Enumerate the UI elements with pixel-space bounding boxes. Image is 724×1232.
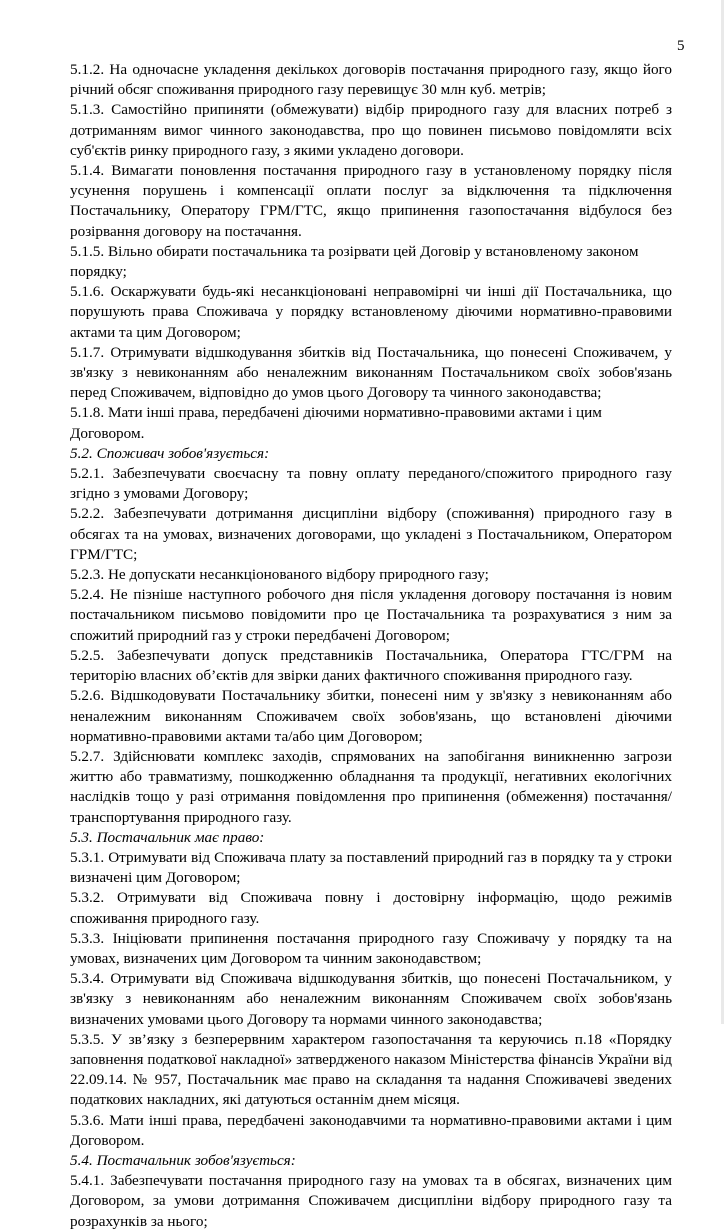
clause-5-1-8: 5.1.8. Мати інші права, передбачені діючими нормативно-правовими актами і цим Договором. — [70, 404, 602, 442]
section-heading-5-2: 5.2. Споживач зобов'язується: — [70, 444, 270, 462]
clause-5-1-3: 5.1.3. Самостійно припиняти (обмежувати) відбір природного газу для власних потреб з дотриманням вимог чинного законодавства, про що повинен письмово повідомляти всіх суб'єктів ринку природного газу, з якими укладено договори. — [70, 101, 672, 159]
page-number: 5 — [677, 38, 685, 54]
clause-5-3-5: 5.3.5. У зв’язку з безперервним характером газопостачання та керуючись п.18 «Порядку заповнення податкової накладної» затвердженого наказом Міністерства фінансів України від 22.09.14. № 957, Постачальник має право на складання та надання Споживачеві зведених податкових накладних, які датуються останнім днем місяця. — [70, 1030, 672, 1109]
clause-5-2-5: 5.2.5. Забезпечувати допуск представників Постачальника, Оператора ГТС/ГРМ на територію власних об’єктів для звірки даних фактичного споживання природного газу. — [70, 646, 672, 685]
clause-5-3-1: 5.3.1. Отримувати від Споживача плату за поставлений природний газ в порядку та у строки визначені цим Договором; — [70, 848, 672, 887]
clause-5-1-5: 5.1.5. Вільно обирати постачальника та розірвати цей Договір у встановленому законом порядку; — [70, 242, 639, 281]
clause-5-2-3: 5.2.3. Не допускати несанкціонованого відбору природного газу; — [70, 566, 489, 584]
document-body — [70, 60, 672, 1232]
clause-5-2-7: 5.2.7. Здійснювати комплекс заходів, спрямованих на запобігання виникненню загрози життю або травматизму, пошкодженню обладнання та продукції, негативних екологічних наслідків тощо у разі отримання повідомлення про припинення (обмеження) постачання/транспортування природного газу. — [70, 747, 672, 826]
clause-5-2-6: 5.2.6. Відшкодовувати Постачальнику збитки, понесені ним у зв'язку з невиконанням або неналежним виконанням Споживачем своїх зобов'язань, що встановлені діючими нормативно-правовими актами та/або цим Договором; — [70, 687, 672, 745]
section-heading-5-4: 5.4. Постачальник зобов'язується: — [70, 1151, 296, 1169]
clause-5-3-4: 5.3.4. Отримувати від Споживача відшкодування збитків, що понесені Постачальником, у зв'язку з невиконанням або неналежним виконанням Споживачем своїх зобов'язань визначених умовами цього Договору та нормами чинного законодавства; — [70, 970, 672, 1028]
clause-5-4-1: 5.4.1. Забезпечувати постачання природного газу на умовах та в обсягах, визначених цим Договором, за умови дотримання Споживачем дисципліни відбору природного газу та розрахунків за нього; — [70, 1172, 672, 1230]
clause-5-1-4: 5.1.4. Вимагати поновлення постачання природного газу в установленому порядку після усунення порушень і компенсації оплати послуг за відключення та підключення Постачальнику, Оператору ГРМ/ГТС, якщо припинення газопостачання відбулося без розірвання договору на постачання. — [70, 162, 672, 240]
clause-5-3-6: 5.3.6. Мати інші права, передбачені законодавчими та нормативно-правовими актами і цим Договором. — [70, 1111, 672, 1149]
clause-5-2-1: 5.2.1. Забезпечувати своєчасну та повну оплату переданого/спожитого природного газу згідно з умовами Договору; — [70, 465, 672, 503]
clause-5-1-7: 5.1.7. Отримувати відшкодування збитків від Постачальника, що понесені Споживачем, у зв'язку з невиконанням або неналежним виконанням Постачальником своїх зобов'язань перед Споживачем, відповідно до умов цього Договору та чинного законодавства; — [70, 343, 672, 402]
clause-5-2-2: 5.2.2. Забезпечувати дотримання дисципліни відбору (споживання) природного газу в обсягах та на умовах, визначених договорами, що укладені з Постачальником, Оператором ГРМ/ГТС; — [70, 505, 672, 563]
clause-5-3-3: 5.3.3. Ініціювати припинення постачання природного газу Споживачу у порядку та на умовах, визначених цим Договором та чинним законодавством; — [70, 929, 672, 967]
clause-5-1-6: 5.1.6. Оскаржувати будь-які несанкціоновані неправомірні чи інші дії Постачальника, що порушують права Споживача у порядку встановленому діючими нормативно-правовими актами та цим Договором; — [70, 283, 672, 341]
section-heading-5-3: 5.3. Постачальник має право: — [70, 828, 265, 846]
clause-5-2-4: 5.2.4. Не пізніше наступного робочого дня після укладення договору постачання із новим постачальником письмово повідомити про це Постачальника та розрахуватися з ним за спожитий природний газ у строки передбачені Договором; — [70, 586, 672, 644]
clause-5-3-2: 5.3.2. Отримувати від Споживача повну і достовірну інформацію, щодо режимів споживання природного газу. — [70, 889, 672, 927]
clause-5-1-2: 5.1.2. На одночасне укладення декількох договорів постачання природного газу, якщо його річний обсяг споживання природного газу перевищує 30 млн куб. метрів; — [70, 61, 672, 99]
